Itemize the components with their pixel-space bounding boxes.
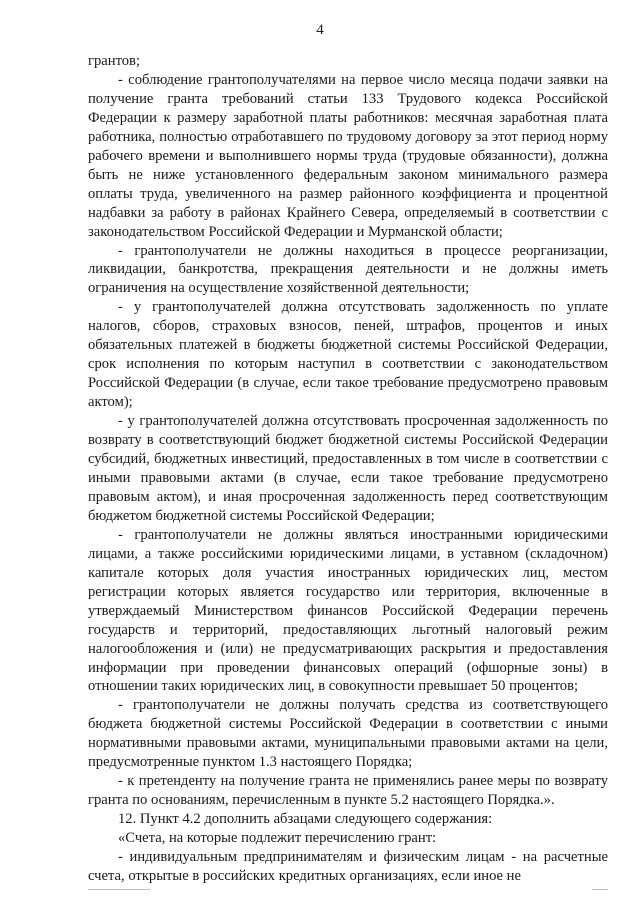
page-number: 4 [316,22,324,38]
paragraph-no-tax-debt: - у грантополучателей должна отсутствовать задолженность по уплате налогов, сборов, страховых взносов, пеней, штрафов, процентов и иных обязательных платежей в бюджеты бюджетной системы Российской Федерации, срок исполнения по которым наступил в соответствии с законодательством Российской Федерации (в случае, если такое требование предусмотрено правовым актом); [88,299,608,411]
footer-divider [88,889,150,890]
paragraph-no-overdue-debt: - у грантополучателей должна отсутствовать просроченная задолженность по возврату в соответствующий бюджет бюджетной системы Российской Федерации субсидий, бюджетных инвестиций, предоставленных в том числе в соответствии с иными правовыми актами (в случае, если такое требование предусмотрено правовым актом), и иная просроченная задолженность перед соответствующим бюджетом бюджетной системы Российской Федерации; [88,413,608,524]
paragraph-wage-requirement: - соблюдение грантополучателями на первое число месяца подачи заявки на получение гранта требований статьи 133 Трудового кодекса Российской Федерации к размеру заработной платы работников: месячная заработная плата работника, полностью отработавшего по трудовому договору за этот период норму рабочего времени и выполнившего нормы труда (трудовые обязанности), должна быть не ниже установленного федеральным законом минимального размера оплаты труда, увеличенного на размер районного коэффициента и процентной надбавки за работу в районах Крайнего Севера, определяемый в соответствии с законодательством Российской Федерации и Мурманской области; [88,71,608,240]
footer-divider [592,889,608,890]
paragraph-accounts-individuals: - индивидуальным предпринимателям и физическим лицам - на расчетные счета, открытые в российских кредитных организациях, если иное не [88,849,608,884]
paragraph-no-refund-measures: - к претенденту на получение гранта не применялись ранее меры по возврату гранта по основаниям, перечисленным в пункте 5.2 настоящего Порядка.». [88,773,608,809]
paragraph-accounts-intro: «Счета, на которые подлежит перечислению грант: [118,830,437,847]
paragraph-item-12: 12. Пункт 4.2 дополнить абзацами следующего содержания: [118,811,493,828]
paragraph-no-foreign-entities: - грантополучатели не должны являться иностранными юридическими лицами, а также российскими юридическими лицами, в уставном (складочном) капитале которых доля участия иностранных юридических лиц, местом регистрации которых является государство или территория, включенные в утверждаемый Министерством финансов Российской Федерации перечень государств и территорий, предоставляющих льготный налоговый режим налогообложения и (или) не предусматривающих раскрытия и предоставления информации при проведении финансовых операций (офшорные зоны) в отношении таких юридических лиц, в совокупности превышает 50 процентов; [88,526,608,695]
paragraph-no-reorganization: - грантополучатели не должны находиться в процессе реорганизации, ликвидации, банкротства, прекращения деятельности и не должны иметь ограничения на осуществление хозяйственной деятельности; [88,242,608,297]
document-body [88,52,608,886]
paragraph-no-other-funding: - грантополучатели не должны получать средства из соответствующего бюджета бюджетной системы Российской Федерации в соответствии с иными нормативными правовыми актами, муниципальными правовыми актами на цели, предусмотренные пунктом 1.3 настоящего Порядка; [88,697,608,771]
paragraph-continuation: грантов; [88,53,140,69]
